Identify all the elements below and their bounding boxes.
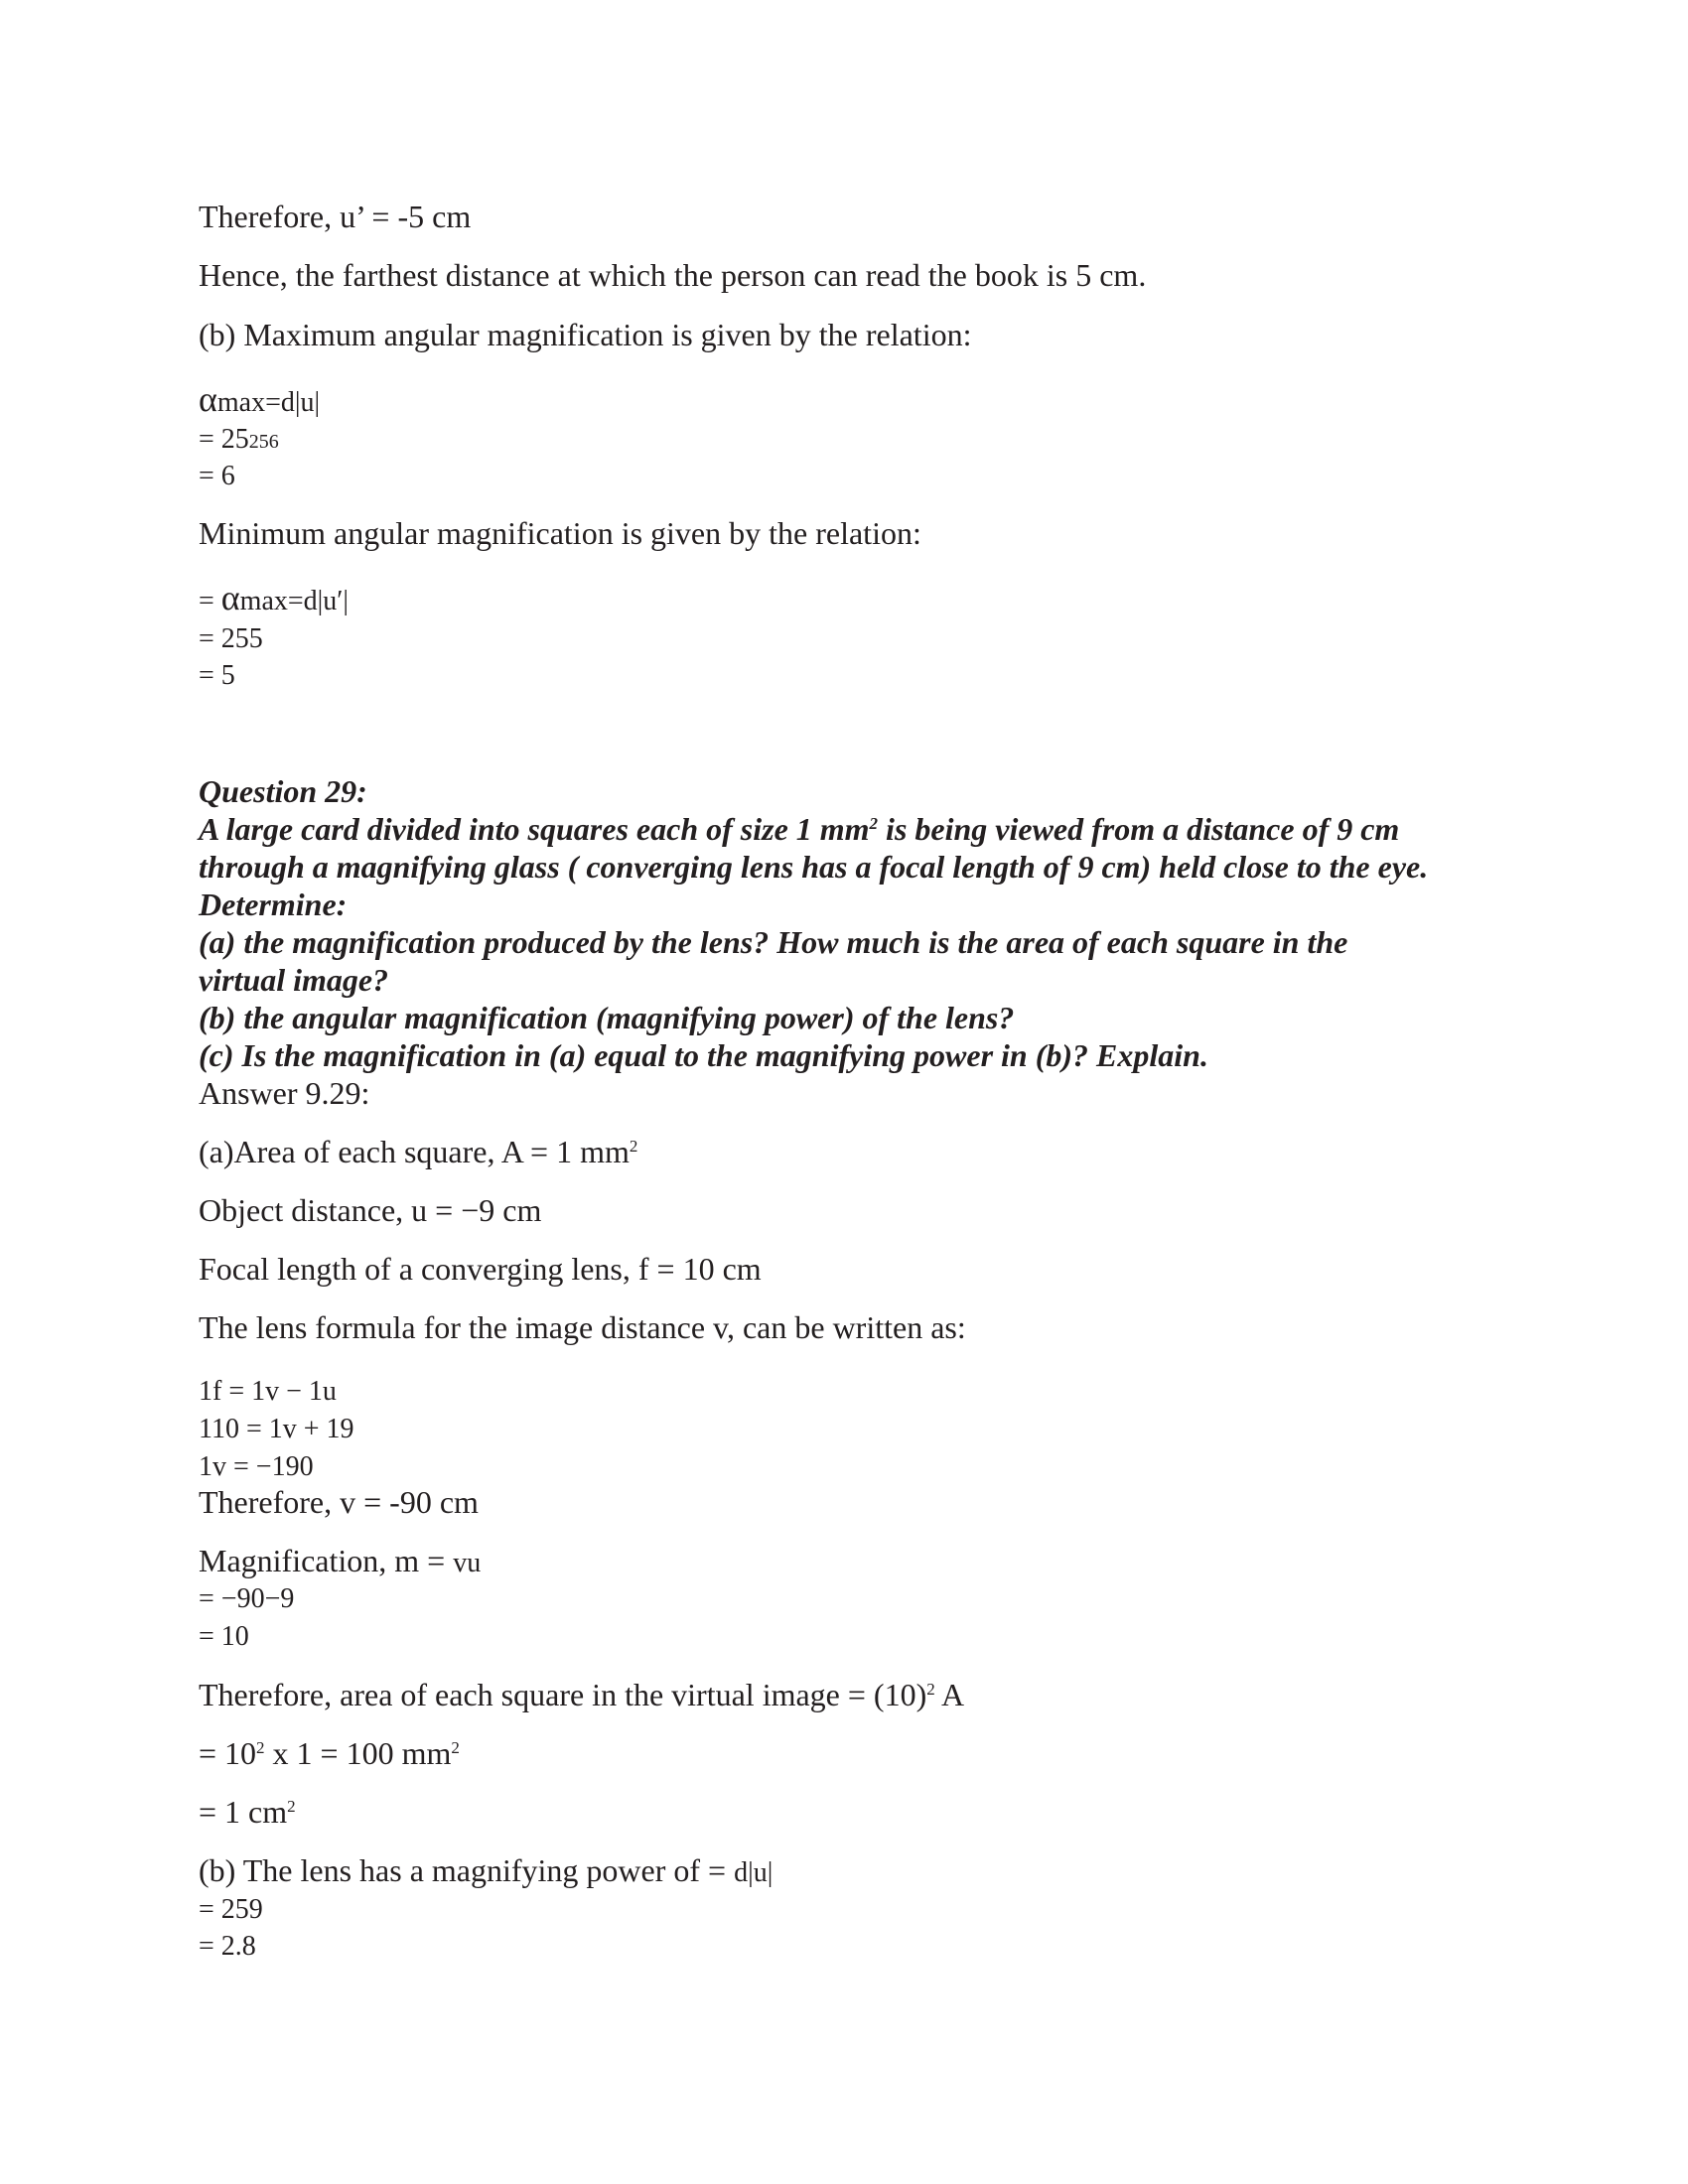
question-line — [199, 810, 1399, 848]
max-eq2: = 6 — [199, 461, 235, 491]
min-formula-prefix: = — [199, 586, 221, 616]
power-line — [199, 1851, 773, 1892]
question-line: through a magnifying glass ( converging lens has a focal length of 9 cm) held close to the eye. — [199, 849, 1429, 885]
question-line: (a) the magnification produced by the lens? How much is the area of each square in the — [199, 924, 1348, 960]
power-text: (b) The lens has a magnifying power of = — [199, 1852, 735, 1888]
superscript: 2 — [256, 1738, 265, 1757]
area-virtual-text: Therefore, area of each square in the virtual image = (10) — [199, 1677, 927, 1712]
formula-line: 110 = 1v + 19 — [199, 1414, 354, 1444]
formula-line: 1f = 1v − 1u — [199, 1376, 337, 1407]
power-eq1: = 259 — [199, 1894, 263, 1925]
min-text-line: Minimum angular magnification is given by the relation: — [199, 515, 921, 551]
area-eq1-a: = 10 — [199, 1735, 257, 1771]
alpha-symbol: α — [220, 578, 240, 617]
area-virtual-line — [199, 1676, 964, 1713]
question-line: Determine: — [199, 887, 348, 922]
superscript: 2 — [629, 1137, 638, 1156]
max-formula-rest: max=d|u| — [216, 387, 321, 418]
magnification-eq2: = 10 — [199, 1621, 249, 1652]
area-text: (a)Area of each square, A = 1 mm — [199, 1134, 630, 1169]
power-fraction: d|u| — [734, 1857, 774, 1888]
superscript: 2 — [287, 1797, 296, 1816]
question-line: (c) Is the magnification in (a) equal to the magnifying power in (b)? Explain. — [199, 1037, 1208, 1073]
focal-length-line: Focal length of a converging lens, f = 10 cm — [199, 1251, 762, 1287]
hence-line: Hence, the farthest distance at which the person can read the book is 5 cm. — [199, 257, 1147, 293]
magnification-eq1: = −90−9 — [199, 1583, 295, 1614]
min-eq1: = 255 — [199, 623, 263, 654]
max-eq1 — [199, 421, 279, 461]
min-formula — [199, 579, 349, 620]
area-eq1-line — [199, 1734, 460, 1772]
superscript: 2 — [926, 1680, 935, 1699]
question-line1-b: is being viewed from a distance of 9 cm — [878, 811, 1400, 847]
area-virtual-tail: A — [934, 1677, 965, 1712]
area-eq1-b: x 1 = 100 mm — [264, 1735, 452, 1771]
therefore-v-line: Therefore, v = -90 cm — [199, 1484, 479, 1520]
question-line: (b) the angular magnification (magnifying power) of the lens? — [199, 1000, 1015, 1035]
question-line1-a: A large card divided into squares each of size 1 mm — [199, 811, 870, 847]
max-formula — [199, 380, 320, 422]
power-eq2: = 2.8 — [199, 1931, 256, 1962]
magnification-line — [199, 1542, 481, 1582]
magnification-text: Magnification, m = — [199, 1543, 454, 1578]
max-eq1-subvalue: 256 — [248, 431, 279, 453]
min-formula-rest: max=d|u′| — [239, 586, 350, 616]
b-max-line: (b) Maximum angular magnification is given by the relation: — [199, 317, 972, 352]
superscript: 2 — [451, 1738, 460, 1757]
question-title: Question 29: — [199, 773, 367, 809]
area-eq2-a: = 1 cm — [199, 1794, 288, 1830]
object-distance-line: Object distance, u = −9 cm — [199, 1192, 542, 1228]
area-eq2-line — [199, 1793, 296, 1831]
magnification-fraction: vu — [453, 1548, 482, 1578]
superscript: 2 — [869, 814, 879, 833]
answer-label: Answer 9.29: — [199, 1075, 370, 1111]
min-eq2: = 5 — [199, 660, 235, 691]
formula-line: 1v = −190 — [199, 1451, 314, 1482]
max-eq1-value: = 25 — [199, 424, 249, 455]
alpha-symbol: α — [199, 379, 217, 419]
question-line: virtual image? — [199, 962, 389, 998]
lens-formula-line: The lens formula for the image distance v, can be written as: — [199, 1309, 966, 1345]
area-line — [199, 1133, 637, 1170]
therefore-u-line: Therefore, u’ = -5 cm — [199, 199, 472, 234]
